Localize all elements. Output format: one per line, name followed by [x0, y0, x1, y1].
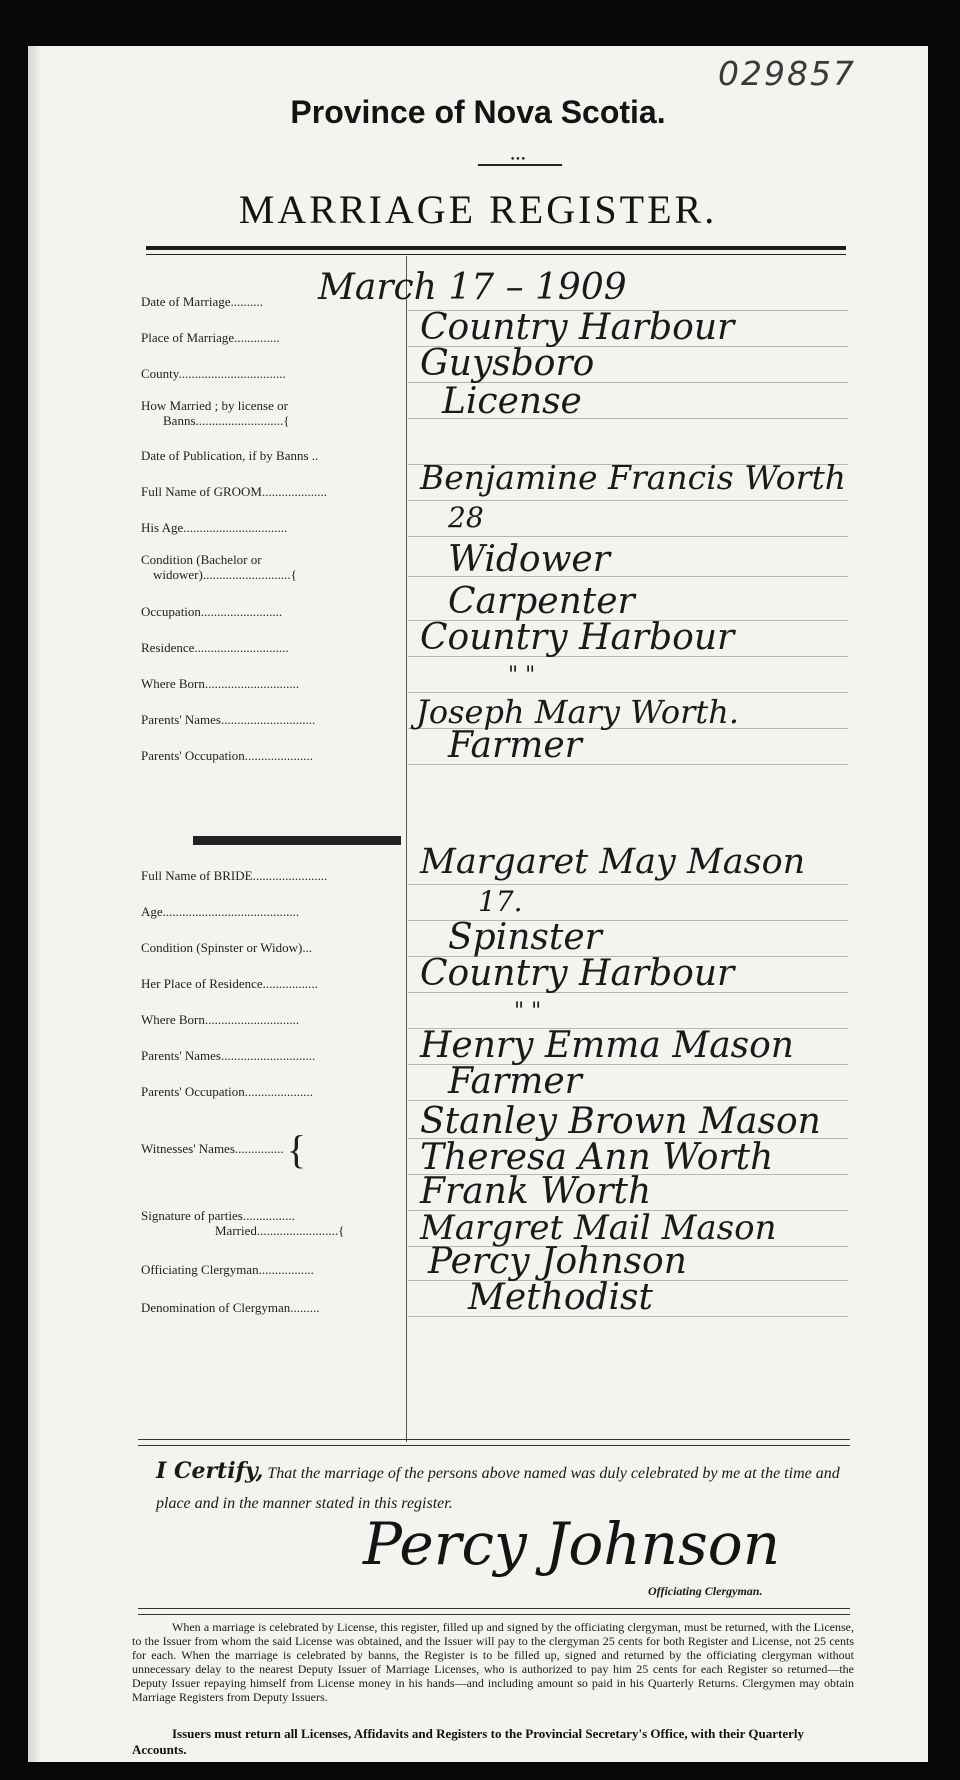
- label-groom-parents-occupation: Parents' Occupation.....................: [141, 748, 314, 763]
- certify-heading: I Certify,: [156, 1458, 264, 1484]
- document-number: 029857: [718, 54, 856, 93]
- value-groom-parents-names: Joseph Mary Worth.: [416, 693, 740, 731]
- value-occupation: Carpenter: [448, 581, 635, 622]
- value-signature-bride: Margret Mail Mason: [420, 1208, 777, 1248]
- label-groom-age: His Age................................: [141, 520, 288, 535]
- label-denomination: Denomination of Clergyman.........: [141, 1300, 320, 1315]
- value-groom-residence: Country Harbour: [420, 617, 735, 658]
- value-denomination: Methodist: [468, 1277, 653, 1318]
- province-title: Province of Nova Scotia.: [290, 94, 666, 130]
- ruling-bride: [408, 884, 848, 885]
- label-groom-name: Full Name of GROOM....................: [141, 484, 327, 499]
- label-officiating-clergyman: Officiating Clergyman.................: [141, 1262, 314, 1277]
- title-rule-thin: [146, 254, 846, 255]
- label-witnesses-names: Witnesses' Names............... {: [141, 1127, 307, 1172]
- instructions-notice: When a marriage is celebrated by License, this register, filled up and signed by the officiating clergyman, must be returned, with the License, to the Issuer from whom the said License was obtained, and the Issuer will pay to the clergyman 25 cents for both Register and License, not 25 cents for each. When the marriage is celebrated by banns, the Register is to be filled up, signed and returned by the officiating clergyman without unnecessary delay to the nearest Deputy Issuer of Marriage Licenses, who is authorized to pay him 25 cents for each Register so returned—the Deputy Issuer repaying himself from License money in his hands—and including amount so paid in his Quarterly Returns. Clergymen may obtain Marriage Registers from Deputy Issuers.: [132, 1620, 854, 1704]
- column-divider: [406, 256, 407, 1442]
- notice-rule-top: [138, 1608, 850, 1609]
- title-ornament: [478, 164, 562, 166]
- value-how-married: License: [442, 381, 582, 422]
- value-bride-where-born: " ": [514, 999, 542, 1024]
- value-bride-residence: Country Harbour: [420, 953, 735, 994]
- label-bride-parents-occupation: Parents' Occupation.....................: [141, 1084, 314, 1099]
- value-groom-parents-occupation: Farmer: [448, 725, 582, 766]
- issuers-notice: Issuers must return all Licenses, Affidavits and Registers to the Provincial Secretary's Office, with their Quarterly Accounts.: [132, 1726, 804, 1757]
- value-bride-condition: Spinster: [448, 917, 602, 958]
- value-signature-groom: Frank Worth: [420, 1171, 652, 1212]
- value-county: Guysboro: [420, 343, 595, 384]
- label-bride-age: Age..........................................: [141, 904, 300, 919]
- value-officiating-clergyman: Percy Johnson: [428, 1241, 687, 1282]
- label-groom-where-born: Where Born.............................: [141, 676, 300, 691]
- register-sheet: [28, 46, 928, 1762]
- page-fold-shadow: [28, 46, 42, 1762]
- value-witness-1: Stanley Brown Mason: [420, 1101, 821, 1142]
- value-bride-parents-occupation: Farmer: [448, 1061, 582, 1102]
- label-groom-residence: Residence.............................: [141, 640, 289, 655]
- value-witness-2: Theresa Ann Worth: [420, 1137, 774, 1178]
- clergyman-signature: Percy Johnson: [363, 1510, 781, 1578]
- label-date-of-publication: Date of Publication, if by Banns ..: [141, 448, 319, 463]
- value-bride-parents-names: Henry Emma Mason: [420, 1025, 794, 1066]
- certify-rule-top-2: [138, 1445, 850, 1446]
- label-bride-condition: Condition (Spinster or Widow)...: [141, 940, 313, 955]
- label-how-married: How Married ; by license or Banns...........................{: [141, 398, 290, 428]
- value-date-of-marriage: March 17 – 1909: [318, 267, 627, 308]
- label-occupation: Occupation.........................: [141, 604, 283, 619]
- register-title: MARRIAGE REGISTER.: [238, 187, 718, 232]
- label-signature-of-parties: Signature of parties................ Married.........................{: [141, 1208, 345, 1238]
- value-bride-name: Margaret May Mason: [420, 842, 806, 882]
- label-date-of-marriage: Date of Marriage..........: [141, 294, 264, 309]
- value-groom-age: 28: [448, 501, 484, 534]
- notice-rule-top-2: [138, 1614, 850, 1615]
- value-groom-where-born: " ": [508, 663, 536, 688]
- signature-caption: Officiating Clergyman.: [648, 1584, 763, 1598]
- title-rule-thick: [146, 246, 846, 250]
- section-separator: [193, 836, 401, 845]
- label-place-of-marriage: Place of Marriage..............: [141, 330, 280, 345]
- value-place-of-marriage: Country Harbour: [420, 307, 735, 348]
- label-county: County.................................: [141, 366, 286, 381]
- label-groom-parents-names: Parents' Names.............................: [141, 712, 316, 727]
- value-groom-condition: Widower: [448, 539, 610, 580]
- label-bride-parents-names: Parents' Names.............................: [141, 1048, 316, 1063]
- label-bride-where-born: Where Born.............................: [141, 1012, 300, 1027]
- value-groom-name: Benjamine Francis Worth: [420, 458, 846, 497]
- label-bride-name: Full Name of BRIDE.......................: [141, 868, 328, 883]
- value-bride-age: 17.: [478, 885, 523, 918]
- certify-statement: That the marriage of the persons above named was duly celebrated by me at the time and place and in the manner stated in this register.: [156, 1465, 840, 1512]
- label-groom-condition: Condition (Bachelor or widower)...........................{: [141, 552, 297, 582]
- label-bride-residence: Her Place of Residence.................: [141, 976, 318, 991]
- certify-rule-top: [138, 1439, 850, 1440]
